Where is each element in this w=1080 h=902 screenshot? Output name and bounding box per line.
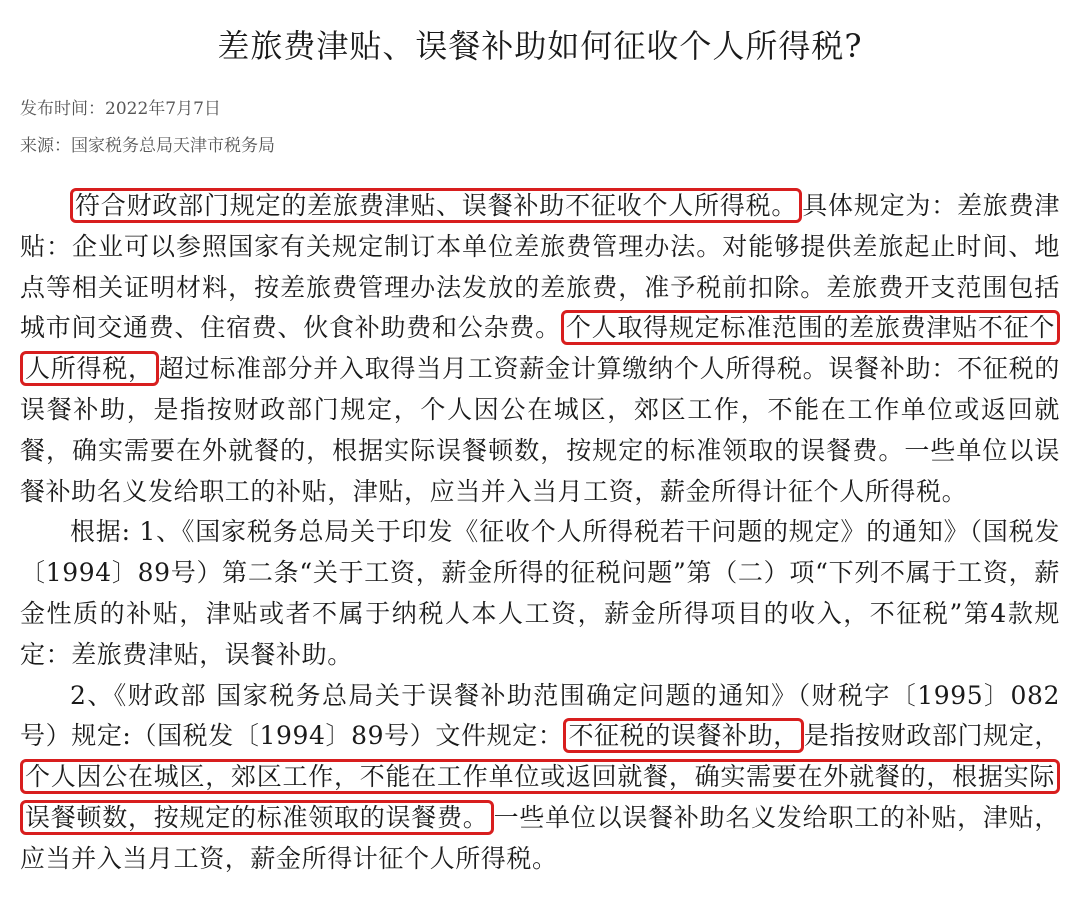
paragraph-text: 是指按财政部门规定， (803, 721, 1060, 751)
paragraph-text: 超过标准部分并入取得当月工资薪金计算缴纳个人所得税。误餐补助：不征税的误餐补助，是指按财政部门规定，个人因公在城区，郊区工作，不能在工作单位或返回就餐，确实需要在外就餐的，根据实际误餐顿数，按规定的标准领取的误餐费。一些单位以误餐补助名义发给职工的补贴，津贴，应当并入当月工资，薪金所得计征个人所得税。 (20, 354, 1060, 506)
paragraph-3 (20, 676, 1060, 880)
paragraph-text: 具体规定为：差旅费津贴：企业可以参照国家有关规定制订本单位差旅费管理办法。对能够提供差旅起止时间、地点等相关证明材料，按差旅费管理办法发放的差旅费，准予税前扣除。差旅费开支范围包括城市间交通费、住宿费、伙食补助费和公杂费。 (20, 191, 1060, 343)
paragraph-text: 2、《财政部 国家税务总局关于误餐补助范围确定问题的通知》（财税字〔1995〕082号）规定:（国税发〔1994〕89号）文件规定： (20, 680, 1060, 751)
article-title: 差旅费津贴、误餐补助如何征收个人所得税? (217, 27, 863, 65)
highlight-box: 个人因公在城区，郊区工作，不能在工作单位或返回就餐，确实需要在外就餐的，根据实际误餐顿数，按规定的标准领取的误餐费。 (20, 759, 1060, 835)
highlight-box: 符合财政部门规定的差旅费津贴、误餐补助不征收个人所得税。 (70, 188, 802, 223)
paragraph-text: 根据: 1、《国家税务总局关于印发《征收个人所得税若干问题的规定》的通知》（国税发〔1994〕89号）第二条“关于工资，薪金所得的征税问题”第（二）项“下列不属于工资，薪金性质的补贴，津贴或者不属于纳税人本人工资，薪金所得项目的收入，不征税”第4款规定：差旅费津贴，误餐补助。 (20, 517, 1060, 669)
paragraph-text: 一些单位以误餐补助名义发给职工的补贴，津贴，应当并入当月工资，薪金所得计征个人所得税。 (20, 802, 1061, 873)
article-body (20, 186, 1060, 880)
paragraph-2 (20, 512, 1060, 675)
article-source: 来源：国家税务总局天津市税务局 (20, 136, 275, 156)
highlight-box: 不征税的误餐补助， (563, 718, 803, 753)
publish-date: 发布时间：2022年7月7日 (20, 99, 221, 119)
paragraph-1 (20, 186, 1060, 512)
highlight-box: 个人取得规定标准范围的差旅费津贴不征个人所得税， (20, 310, 1060, 386)
